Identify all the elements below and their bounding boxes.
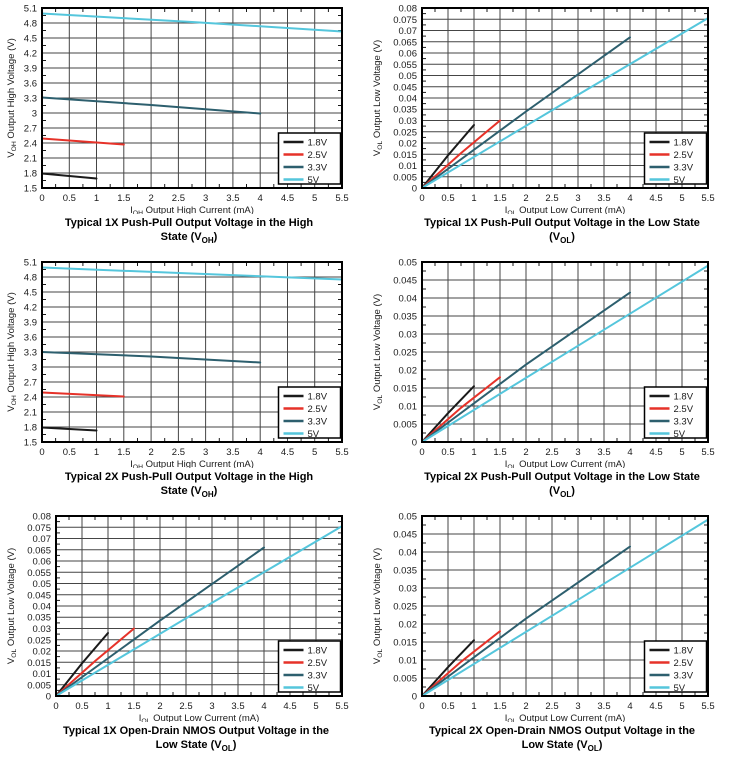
svg-text:4.5: 4.5 [280,193,295,204]
chart-2x-push-pull-voh [0,254,366,508]
svg-text:0.04: 0.04 [398,293,417,305]
svg-text:IOL Output Low Current (mA): $I_{OL}$ Output Low Current (mA) [138,713,260,722]
svg-text:0: 0 [411,691,417,703]
svg-text:IOL Output Low Current (mA): $I_{OL}$ Output Low Current (mA) [504,713,626,722]
svg-text:5.5: 5.5 [335,193,349,204]
svg-text:0.075: 0.075 [393,14,417,26]
y-axis-label [6,548,18,664]
svg-text:4.5: 4.5 [649,193,663,204]
svg-text:5V: 5V [307,429,320,440]
svg-text:0: 0 [419,447,425,458]
svg-text:0.03: 0.03 [398,116,417,127]
svg-text:3: 3 [575,193,581,204]
svg-text:2.5V: 2.5V [307,404,328,415]
svg-text:VOL Output Low Voltage (V): $V_{OL}$ Output Low Voltage (V) [372,547,385,665]
svg-text:1: 1 [93,447,100,458]
svg-text:1: 1 [471,447,477,458]
svg-text:0.02: 0.02 [32,646,51,658]
svg-text:VOL Output Low Voltage (V): $V_{OL}$ Output Low Voltage (V) [6,547,19,665]
svg-text:2.5: 2.5 [545,701,559,712]
svg-text:VOL Output Low Voltage (V): $V_{OL}$ Output Low Voltage (V) [372,39,385,157]
svg-text:0.045: 0.045 [27,590,51,602]
svg-text:0.05: 0.05 [398,257,417,269]
svg-text:5: 5 [679,701,685,712]
chart-plot [0,254,366,468]
svg-text:IOL Output Low Current (mA): $I_{OL}$ Output Low Current (mA) [504,205,626,214]
svg-text:0.02: 0.02 [398,619,417,631]
x-tick-labels [419,447,714,458]
svg-text:1: 1 [105,701,111,712]
svg-text:0.03: 0.03 [398,329,417,341]
svg-text:5.5: 5.5 [701,447,715,458]
svg-text:4: 4 [261,701,267,712]
svg-text:VOH Output High Voltage (V): $V_{OH}$ Output High Voltage (V) [6,38,19,158]
svg-text:0.06: 0.06 [398,48,417,60]
svg-text:0.04: 0.04 [32,601,51,613]
svg-text:1: 1 [471,193,477,204]
y-axis-label [372,548,384,664]
svg-text:0.08: 0.08 [32,511,51,523]
svg-text:0: 0 [45,691,51,703]
x-axis-label [130,459,254,468]
chart-plot [0,508,366,722]
chart-1x-push-pull-vol [366,0,732,254]
svg-text:0.005: 0.005 [393,419,417,431]
svg-text:1.5: 1.5 [493,447,507,458]
chart-canvas [366,0,732,219]
svg-text:0: 0 [53,701,59,712]
svg-text:1.8V: 1.8V [673,645,694,657]
chart-title: Typical 2X Push-Pull Output Voltage in the Low State $(V_{OL})$ [424,471,700,500]
svg-text:3.3V: 3.3V [673,416,694,428]
svg-text:5.1: 5.1 [23,3,37,15]
chart-canvas [0,254,366,473]
svg-text:0.045: 0.045 [393,529,417,541]
svg-text:0.015: 0.015 [393,383,417,395]
svg-text:5.5: 5.5 [335,701,349,712]
svg-text:3.5: 3.5 [597,193,611,204]
svg-text:2.5V: 2.5V [673,404,694,415]
y-tick-labels [393,4,417,195]
svg-text:0.025: 0.025 [393,601,417,613]
svg-text:0.015: 0.015 [27,657,51,669]
svg-text:2.5: 2.5 [545,193,559,204]
svg-text:3.6: 3.6 [23,332,37,344]
chart-canvas [366,254,732,473]
svg-text:0.065: 0.065 [393,37,417,49]
svg-text:0.5: 0.5 [441,701,455,712]
svg-text:3.9: 3.9 [23,63,37,75]
svg-text:2: 2 [523,447,529,458]
svg-text:1: 1 [93,193,100,204]
svg-text:5.5: 5.5 [701,701,715,712]
svg-text:0.02: 0.02 [398,365,417,377]
x-axis-label [139,713,259,722]
svg-text:4.2: 4.2 [23,302,37,314]
svg-text:2: 2 [523,701,529,712]
svg-text:5.5: 5.5 [335,447,349,458]
svg-text:1.8V: 1.8V [307,391,328,403]
svg-text:4: 4 [257,193,263,204]
svg-text:1.5: 1.5 [493,193,507,204]
svg-text:0.025: 0.025 [27,635,51,647]
svg-text:2.5: 2.5 [171,447,186,458]
svg-text:5V: 5V [307,683,320,694]
svg-text:0.5: 0.5 [62,447,76,458]
y-tick-labels [24,4,37,195]
svg-text:3.5: 3.5 [226,447,240,458]
svg-text:3: 3 [202,193,209,204]
svg-text:0.035: 0.035 [393,104,417,116]
svg-text:4: 4 [627,701,633,712]
svg-text:0.02: 0.02 [398,138,417,150]
svg-text:3: 3 [31,362,37,374]
svg-text:3.3V: 3.3V [307,670,328,682]
svg-text:0.5: 0.5 [62,193,76,204]
x-tick-labels [39,447,348,458]
svg-text:0.045: 0.045 [393,275,417,287]
svg-text:2.4: 2.4 [23,392,37,404]
series-line-2.5V [42,139,124,145]
svg-text:2.4: 2.4 [23,138,37,150]
svg-text:0.025: 0.025 [393,347,417,359]
svg-text:2.7: 2.7 [23,377,37,389]
svg-text:3.9: 3.9 [23,317,37,329]
svg-text:1.5: 1.5 [493,701,507,712]
svg-text:IOH Output High Current (mA): $I_{OH}$ Output High Current (mA) [130,459,254,468]
svg-text:0.065: 0.065 [27,545,51,557]
svg-text:3.5: 3.5 [226,193,240,204]
svg-text:3: 3 [575,701,581,712]
y-tick-labels [24,258,37,449]
svg-text:3.3V: 3.3V [307,416,328,428]
svg-text:IOL Output Low Current (mA): $I_{OL}$ Output Low Current (mA) [504,459,626,468]
svg-text:2.1: 2.1 [23,407,37,419]
y-tick-labels [393,258,417,449]
svg-text:0: 0 [411,437,417,449]
x-tick-labels [419,193,714,204]
svg-text:2: 2 [148,447,154,458]
series-line-5V [42,268,342,280]
svg-text:2.5V: 2.5V [307,658,328,669]
svg-text:5: 5 [313,701,319,712]
legend [279,641,341,694]
legend [645,133,707,186]
x-tick-labels [419,701,714,712]
svg-text:4.5: 4.5 [23,287,37,299]
y-axis-label [6,292,18,412]
svg-text:1.5: 1.5 [117,193,131,204]
svg-text:2.5: 2.5 [545,447,559,458]
svg-text:0.05: 0.05 [32,579,51,590]
svg-text:0.06: 0.06 [32,556,51,568]
svg-text:0.5: 0.5 [75,701,89,712]
x-tick-labels [53,701,348,712]
svg-text:3: 3 [31,108,37,120]
svg-text:0.03: 0.03 [398,583,417,595]
y-axis-label [372,294,384,410]
x-axis-label [505,205,625,214]
svg-text:VOH Output High Voltage (V): $V_{OH}$ Output High Voltage (V) [6,292,19,412]
svg-text:3.6: 3.6 [23,78,37,90]
svg-text:0.01: 0.01 [32,669,51,680]
y-axis-label [6,38,18,158]
x-axis-label [505,459,625,468]
svg-text:1.8V: 1.8V [307,137,328,149]
y-tick-labels [393,512,417,703]
svg-text:2.1: 2.1 [23,153,37,165]
svg-text:5: 5 [312,447,318,458]
svg-text:0.035: 0.035 [393,311,417,323]
svg-text:5: 5 [312,193,318,204]
svg-text:5: 5 [679,193,685,204]
svg-text:0.07: 0.07 [32,534,51,545]
x-axis-label [505,713,625,722]
svg-text:5V: 5V [673,683,686,694]
svg-text:1.5: 1.5 [23,437,37,449]
svg-text:1.8V: 1.8V [673,391,694,403]
svg-text:0.015: 0.015 [393,637,417,649]
svg-text:4: 4 [257,447,263,458]
svg-text:0.5: 0.5 [441,193,455,204]
svg-text:0: 0 [411,183,417,195]
svg-text:0.05: 0.05 [398,511,417,523]
svg-text:2: 2 [157,701,163,712]
svg-text:4: 4 [627,193,633,204]
svg-text:3: 3 [202,447,209,458]
svg-text:0.04: 0.04 [398,547,417,559]
svg-text:0.05: 0.05 [398,71,417,82]
chart-title: Typical 1X Push-Pull Output Voltage in the Low State $(V_{OL})$ [424,217,700,246]
svg-text:2: 2 [148,193,154,204]
chart-1x-push-pull-voh [0,0,366,254]
svg-text:IOH Output High Current (mA): $I_{OH}$ Output High Current (mA) [130,205,254,214]
x-tick-labels [39,193,348,204]
svg-text:1.8: 1.8 [23,422,37,434]
chart-canvas [366,508,732,727]
svg-text:0.015: 0.015 [393,149,417,161]
chart-2x-push-pull-vol [366,254,732,508]
chart-2x-open-drain-nmos-vol [366,508,732,762]
y-tick-labels [27,512,51,703]
svg-text:0.04: 0.04 [398,93,417,105]
svg-text:2: 2 [523,193,529,204]
chart-canvas [0,0,366,219]
svg-text:2.5V: 2.5V [673,658,694,669]
svg-text:3.5: 3.5 [597,447,611,458]
svg-text:0.035: 0.035 [393,565,417,577]
svg-text:4.8: 4.8 [23,272,37,284]
svg-text:3.3V: 3.3V [307,162,328,174]
svg-text:3: 3 [209,701,215,712]
svg-text:0.07: 0.07 [398,26,417,37]
svg-text:4.5: 4.5 [283,701,297,712]
svg-text:1.8V: 1.8V [307,645,328,657]
svg-text:4.2: 4.2 [23,48,37,60]
svg-text:5V: 5V [673,429,686,440]
chart-plot [366,508,732,722]
svg-text:4: 4 [627,447,633,458]
svg-text:0: 0 [419,701,425,712]
svg-text:0.08: 0.08 [398,3,417,15]
svg-text:0.055: 0.055 [27,567,51,579]
y-axis-label [372,40,384,156]
chart-1x-open-drain-nmos-vol [0,508,366,762]
svg-text:4.5: 4.5 [23,33,37,45]
svg-text:1.8V: 1.8V [673,137,694,149]
chart-plot [0,0,366,214]
legend [279,387,341,440]
chart-canvas [0,508,366,727]
svg-text:2.5: 2.5 [171,193,186,204]
svg-text:0.01: 0.01 [398,401,417,413]
svg-text:0.075: 0.075 [27,522,51,534]
svg-text:5.5: 5.5 [701,193,715,204]
chart-title: Typical 2X Push-Pull Output Voltage in the High State $(V_{OH})$ [64,471,314,500]
legend [279,133,341,186]
svg-text:0.01: 0.01 [398,655,417,667]
svg-text:2.5V: 2.5V [673,150,694,161]
svg-text:0.005: 0.005 [393,673,417,685]
svg-text:2.5: 2.5 [179,701,193,712]
svg-text:5V: 5V [673,175,686,186]
svg-text:2.7: 2.7 [23,123,37,135]
svg-text:1.8: 1.8 [23,168,37,180]
svg-text:3.3: 3.3 [23,347,37,359]
svg-text:1.5: 1.5 [117,447,131,458]
chart-title: Typical 2X Open-Drain NMOS Output Voltage in the Low State $(V_{OL})$ [428,725,696,754]
svg-text:3.5: 3.5 [231,701,245,712]
svg-text:0.025: 0.025 [393,127,417,139]
svg-text:VOL Output Low Voltage (V): $V_{OL}$ Output Low Voltage (V) [372,293,385,411]
chart-plot [366,0,732,214]
svg-text:0.5: 0.5 [441,447,455,458]
svg-text:5.1: 5.1 [23,257,37,269]
svg-text:5V: 5V [307,175,320,186]
svg-text:0: 0 [39,447,45,458]
svg-text:0: 0 [39,193,45,204]
svg-text:4.5: 4.5 [649,701,663,712]
x-axis-label [130,205,254,214]
svg-text:3.5: 3.5 [597,701,611,712]
svg-text:4.5: 4.5 [649,447,663,458]
svg-text:3.3: 3.3 [23,93,37,105]
svg-text:4.8: 4.8 [23,18,37,30]
svg-text:5: 5 [679,447,685,458]
svg-text:2.5V: 2.5V [307,150,328,161]
svg-text:0.005: 0.005 [393,172,417,184]
legend [645,387,707,440]
svg-text:3: 3 [575,447,581,458]
svg-text:0.01: 0.01 [398,161,417,172]
chart-title: Typical 1X Push-Pull Output Voltage in the High State $(V_{OH})$ [64,217,314,246]
svg-text:0.03: 0.03 [32,624,51,635]
chart-plot [366,254,732,468]
svg-text:3.3V: 3.3V [673,162,694,174]
series-line-2.5V [42,393,124,397]
svg-text:1: 1 [471,701,477,712]
svg-text:1.5: 1.5 [127,701,141,712]
svg-text:0.035: 0.035 [27,612,51,624]
chart-title: Typical 1X Open-Drain NMOS Output Voltage in the Low State $(V_{OL})$ [62,725,330,754]
svg-text:4.5: 4.5 [280,447,295,458]
svg-text:1.5: 1.5 [23,183,37,195]
svg-text:0.045: 0.045 [393,82,417,94]
svg-text:0: 0 [419,193,425,204]
legend [645,641,707,694]
svg-text:0.055: 0.055 [393,59,417,71]
svg-text:0.005: 0.005 [27,680,51,692]
svg-text:3.3V: 3.3V [673,670,694,682]
